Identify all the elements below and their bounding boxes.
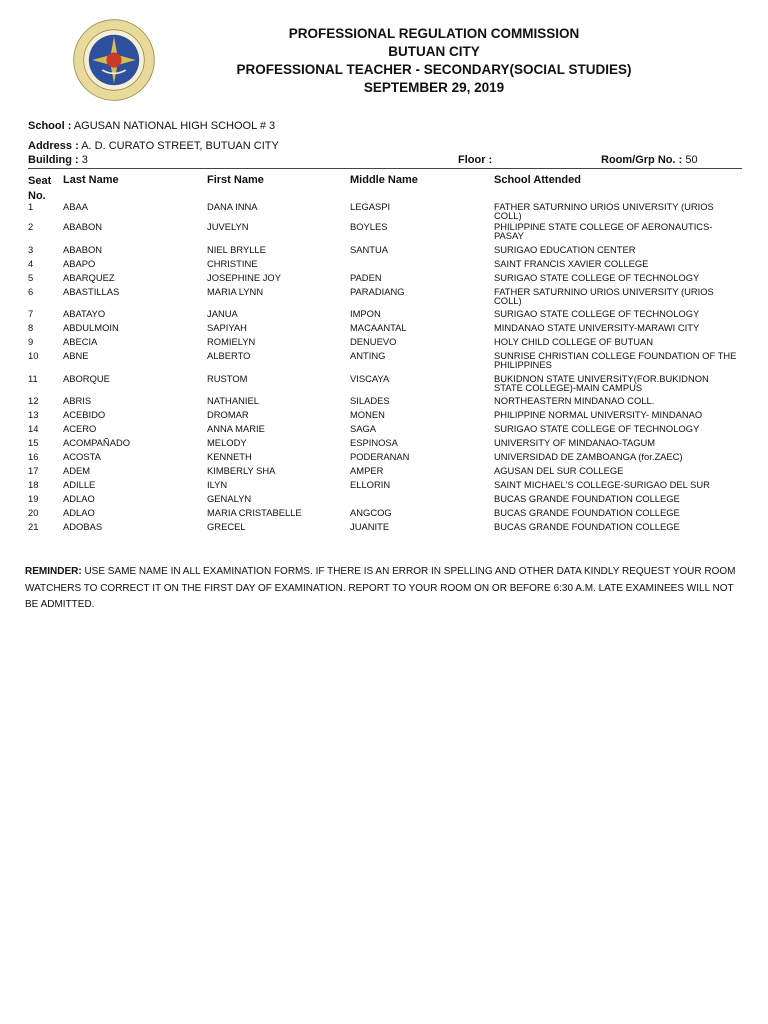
first-name-cell: ROMIELYN	[207, 336, 256, 347]
first-name-cell: KIMBERLY SHA	[207, 465, 276, 476]
seat-number-cell: 17	[28, 465, 39, 476]
school-attended-cell: UNIVERSIDAD DE ZAMBOANGA (for.ZAEC)	[494, 451, 683, 462]
last-name-cell: ABASTILLAS	[63, 286, 120, 297]
header-commission: PROFESSIONAL REGULATION COMMISSION	[288, 26, 580, 41]
middle-name-cell: MACAANTAL	[350, 322, 407, 333]
last-name-cell: ABRIS	[63, 395, 92, 406]
header-exam: PROFESSIONAL TEACHER - SECONDARY(SOCIAL STUDIES)	[236, 62, 632, 77]
floor-info	[458, 154, 492, 166]
middle-name-cell: VISCAYA	[350, 373, 390, 384]
table-row	[0, 374, 768, 396]
school-attended-cell: BUCAS GRANDE FOUNDATION COLLEGE	[494, 507, 680, 518]
middle-name-cell: ANGCOG	[350, 507, 392, 518]
school-attended-cell: SAINT MICHAEL'S COLLEGE-SURIGAO DEL SUR	[494, 479, 710, 490]
school-attended-cell: UNIVERSITY OF MINDANAO-TAGUM	[494, 437, 656, 448]
seat-number-cell: 6	[28, 286, 34, 297]
table-row	[0, 424, 768, 438]
first-name-cell: MARIA LYNN	[207, 286, 264, 297]
last-name-cell: ABAPO	[63, 258, 96, 269]
first-name-cell: DROMAR	[207, 409, 249, 420]
school-attended-cell: SAINT FRANCIS XAVIER COLLEGE	[494, 258, 649, 269]
table-row	[0, 245, 768, 259]
last-name-cell: ABECIA	[63, 336, 98, 347]
seat-number-cell: 11	[28, 373, 38, 384]
document-header	[150, 25, 718, 97]
school-attended-cell: FATHER SATURNINO URIOS UNIVERSITY (URIOS COLL)	[494, 201, 714, 221]
col-seat-label: Seat	[28, 175, 52, 187]
seat-number-cell: 13	[28, 409, 39, 420]
building-label: Building :	[28, 154, 79, 166]
school-attended-cell: SURIGAO EDUCATION CENTER	[494, 244, 636, 255]
seat-number-cell: 18	[28, 479, 39, 490]
seat-number-cell: 7	[28, 308, 34, 319]
middle-name-cell: SAGA	[350, 423, 377, 434]
table-row	[0, 202, 768, 222]
school-attended-cell: MINDANAO STATE UNIVERSITY-MARAWI CITY	[494, 322, 700, 333]
seat-number-cell: 16	[28, 451, 39, 462]
last-name-cell: ABARQUEZ	[63, 272, 115, 283]
col-middle-name-header: Middle Name	[350, 174, 418, 186]
middle-name-cell: LEGASPI	[350, 201, 391, 212]
room-value: 50	[685, 154, 698, 166]
table-row	[0, 508, 768, 522]
first-name-cell: MARIA CRISTABELLE	[207, 507, 302, 518]
col-first-name-header: First Name	[207, 174, 264, 186]
first-name-cell: RUSTOM	[207, 373, 248, 384]
school-attended-cell: PHILIPPINE NORMAL UNIVERSITY- MINDANAO	[494, 409, 703, 420]
school-attended-cell: NORTHEASTERN MINDANAO COLL.	[494, 395, 655, 406]
address-value: A. D. CURATO STREET, BUTUAN CITY	[81, 140, 279, 152]
col-school-header: School Attended	[494, 174, 581, 186]
examinee-table	[0, 202, 768, 536]
last-name-cell: ADEM	[63, 465, 91, 476]
middle-name-cell: PADEN	[350, 272, 382, 283]
header-date: SEPTEMBER 29, 2019	[363, 80, 505, 95]
seat-number-cell: 21	[28, 521, 39, 532]
table-row	[0, 259, 768, 273]
school-attended-cell: BUCAS GRANDE FOUNDATION COLLEGE	[494, 521, 680, 532]
table-row	[0, 438, 768, 452]
table-row	[0, 273, 768, 287]
middle-name-cell: ESPINOSA	[350, 437, 398, 448]
school-attended-cell: FATHER SATURNINO URIOS UNIVERSITY (URIOS COLL)	[494, 286, 714, 306]
room-label: Room/Grp No. :	[601, 154, 683, 166]
table-row	[0, 396, 768, 410]
seat-number-cell: 14	[28, 423, 39, 434]
col-seat-label-2: No.	[28, 190, 46, 202]
middle-name-cell: IMPON	[350, 308, 381, 319]
first-name-cell: NATHANIEL	[207, 395, 259, 406]
last-name-cell: ABORQUE	[63, 373, 110, 384]
middle-name-cell: PODERANAN	[350, 451, 410, 462]
middle-name-cell: JUANITE	[350, 521, 390, 532]
seat-number-cell: 1	[28, 201, 34, 212]
seat-number-cell: 12	[28, 395, 39, 406]
table-row	[0, 337, 768, 351]
reminder-label: REMINDER:	[25, 566, 82, 577]
middle-name-cell: SANTUA	[350, 244, 389, 255]
middle-name-cell: MONEN	[350, 409, 385, 420]
school-line	[28, 120, 275, 132]
table-row	[0, 522, 768, 536]
seat-number-cell: 5	[28, 272, 34, 283]
school-value: AGUSAN NATIONAL HIGH SCHOOL # 3	[73, 120, 276, 132]
last-name-cell: ABATAYO	[63, 308, 106, 319]
school-attended-cell: SURIGAO STATE COLLEGE OF TECHNOLOGY	[494, 308, 700, 319]
seat-number-cell: 8	[28, 322, 34, 333]
table-row	[0, 351, 768, 374]
last-name-cell: ACERO	[63, 423, 97, 434]
last-name-cell: ADOBAS	[63, 521, 103, 532]
seat-number-cell: 2	[28, 221, 34, 232]
table-row	[0, 309, 768, 323]
first-name-cell: DANA INNA	[207, 201, 258, 212]
first-name-cell: KENNETH	[207, 451, 252, 462]
first-name-cell: GRECEL	[207, 521, 246, 532]
middle-name-cell: ELLORIN	[350, 479, 391, 490]
last-name-cell: ABABON	[63, 244, 103, 255]
middle-name-cell: PARADIANG	[350, 286, 405, 297]
first-name-cell: JANUA	[207, 308, 238, 319]
table-row	[0, 410, 768, 424]
school-attended-cell: AGUSAN DEL SUR COLLEGE	[494, 465, 624, 476]
first-name-cell: SAPIYAH	[207, 322, 247, 333]
seat-number-cell: 20	[28, 507, 39, 518]
floor-label: Floor :	[458, 154, 493, 166]
seat-number-cell: 15	[28, 437, 39, 448]
first-name-cell: GENALYN	[207, 493, 252, 504]
first-name-cell: ALBERTO	[207, 350, 251, 361]
room-info	[601, 154, 698, 166]
school-label: School :	[28, 120, 72, 132]
seat-number-cell: 19	[28, 493, 39, 504]
table-row	[0, 222, 768, 245]
reminder-text: USE SAME NAME IN ALL EXAMINATION FORMS. IF THERE IS AN ERROR IN SPELLING AND OTHER DATA KINDLY REQUEST YOUR ROOM WATCHERS TO CORRECT IT ON THE FIRST DAY OF EXAMINATION. REPORT TO YOUR ROOM ON OR BEFORE 6:30 A.M. LATE EXAMINEES WILL NOT BE ADMITTED.	[25, 566, 736, 610]
middle-name-cell: SILADES	[350, 395, 390, 406]
middle-name-cell: ANTING	[350, 350, 386, 361]
last-name-cell: ACOSTA	[63, 451, 101, 462]
last-name-cell: ABABON	[63, 221, 103, 232]
first-name-cell: JOSEPHINE JOY	[207, 272, 281, 283]
school-attended-cell: BUCAS GRANDE FOUNDATION COLLEGE	[494, 493, 680, 504]
last-name-cell: ABDULMOIN	[63, 322, 119, 333]
school-attended-cell: PHILIPPINE STATE COLLEGE OF AERONAUTICS-PASAY	[494, 221, 713, 241]
middle-name-cell: BOYLES	[350, 221, 388, 232]
table-row	[0, 480, 768, 494]
seat-number-cell: 4	[28, 258, 34, 269]
school-attended-cell: SURIGAO STATE COLLEGE OF TECHNOLOGY	[494, 272, 700, 283]
last-name-cell: ABNE	[63, 350, 89, 361]
address-label: Address :	[28, 140, 79, 152]
col-seat-header	[28, 174, 51, 204]
last-name-cell: ABAA	[63, 201, 89, 212]
school-attended-cell: SUNRISE CHRISTIAN COLLEGE FOUNDATION OF THE PHILIPPINES	[494, 350, 737, 370]
first-name-cell: ILYN	[207, 479, 228, 490]
location-line	[28, 154, 740, 168]
middle-name-cell: AMPER	[350, 465, 384, 476]
seat-number-cell: 3	[28, 244, 34, 255]
first-name-cell: CHRISTINE	[207, 258, 258, 269]
table-row	[0, 287, 768, 309]
last-name-cell: ADLAO	[63, 493, 95, 504]
building-value: 3	[81, 154, 88, 166]
header-city: BUTUAN CITY	[388, 44, 480, 59]
prc-seal-logo	[72, 18, 156, 102]
first-name-cell: MELODY	[207, 437, 247, 448]
table-row	[0, 323, 768, 337]
last-name-cell: ADILLE	[63, 479, 96, 490]
middle-name-cell: DENUEVO	[350, 336, 397, 347]
last-name-cell: ADLAO	[63, 507, 95, 518]
reminder-note	[25, 564, 738, 614]
building-info	[28, 154, 88, 166]
table-row	[0, 452, 768, 466]
seat-number-cell: 9	[28, 336, 34, 347]
seat-number-cell: 10	[28, 350, 39, 361]
school-attended-cell: BUKIDNON STATE UNIVERSITY(FOR.BUKIDNON STATE COLLEGE)-MAIN CAMPUS	[494, 373, 709, 393]
first-name-cell: ANNA MARIE	[207, 423, 265, 434]
school-attended-cell: HOLY CHILD COLLEGE OF BUTUAN	[494, 336, 654, 347]
table-row	[0, 466, 768, 480]
first-name-cell: NIEL BRYLLE	[207, 244, 266, 255]
col-last-name-header: Last Name	[63, 174, 119, 186]
school-attended-cell: SURIGAO STATE COLLEGE OF TECHNOLOGY	[494, 423, 700, 434]
table-row	[0, 494, 768, 508]
last-name-cell: ACOMPAÑADO	[63, 437, 131, 448]
header-divider	[28, 168, 742, 169]
first-name-cell: JUVELYN	[207, 221, 249, 232]
last-name-cell: ACEBIDO	[63, 409, 106, 420]
address-line	[28, 140, 279, 152]
